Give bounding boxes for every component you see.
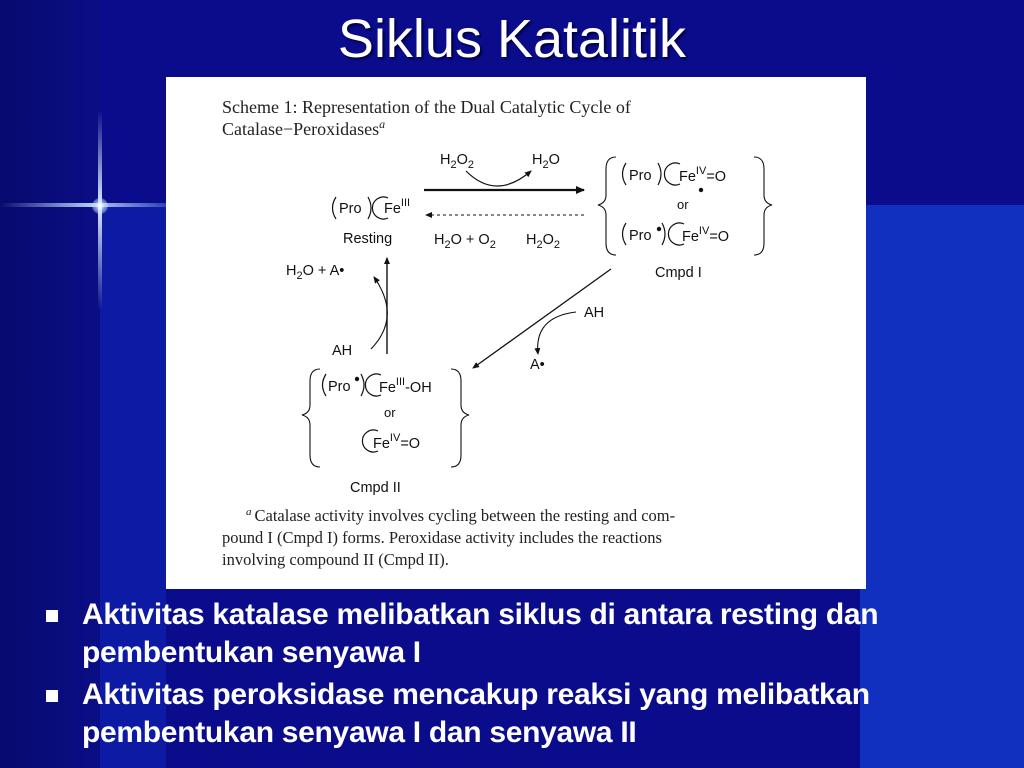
cmpd1-brace-left	[598, 157, 616, 255]
up-curved-arrow	[371, 277, 387, 349]
cmpd2-top-paren-mid	[361, 374, 364, 396]
cmpd2-top-fe: $Fe^{III}-OH$	[379, 376, 432, 396]
compound-i	[598, 157, 772, 281]
cmpd1-top-paren-left	[623, 163, 627, 185]
bullet-text-line2: pembentukan senyawa I dan senyawa II	[82, 716, 637, 749]
footnote-line1: $^a$ Catalase activity involves cycling between the resting and com-	[246, 506, 676, 525]
bullet-list	[44, 596, 1004, 756]
forward-in-h2o2: $H_2O_2$	[440, 152, 475, 171]
cmpd2-top-pro: Pro	[328, 379, 351, 395]
bullet-item	[44, 676, 1004, 752]
cmpd1-label: Cmpd I	[655, 265, 702, 281]
cmpd1-bottom-fe: $Fe^{IV}=O$	[682, 225, 730, 245]
scheme-caption-line2: Catalase−Peroxidases$^a$	[222, 117, 386, 139]
cmpd1-top-paren-mid	[658, 163, 661, 185]
up-ah: AH	[332, 343, 353, 359]
footnote-line2: pound I (Cmpd I) forms. Peroxidase activity includes the reactions	[222, 528, 662, 547]
reverse-h2o-o2: $H_2O + O_2$	[434, 232, 496, 251]
cmpd2-or: or	[384, 405, 396, 420]
cmpd1-bottom-paren-left	[623, 223, 627, 245]
cmpd1-top-heme-arc	[664, 163, 680, 185]
slide-title: Siklus Katalitik	[337, 9, 687, 69]
diagonal-ah: AH	[584, 305, 605, 321]
scheme-diagram	[166, 77, 866, 589]
footnote-line3: involving compound II (Cmpd II).	[222, 550, 449, 569]
diagonal-curved-arrow	[538, 312, 576, 354]
resting-label: Resting	[343, 231, 393, 247]
cmpd1-bottom-pro: Pro	[629, 228, 652, 244]
sparkle-core	[92, 198, 108, 214]
scheme-figure	[166, 77, 866, 589]
cmpd1-top-radical-dot	[699, 188, 703, 192]
up-h2o-a-radical: $H_2O$ + A•	[286, 263, 345, 282]
forward-out-h2o: $H_2O$	[532, 152, 560, 171]
bullet-text-line1: Aktivitas katalase melibatkan siklus di antara resting dan	[82, 598, 879, 631]
compound-ii	[302, 369, 469, 496]
cmpd1-top-fe: $Fe^{IV}=O$	[679, 165, 727, 185]
bullet-square-icon	[46, 610, 58, 622]
sparkle-horizontal-ray	[0, 203, 166, 207]
cmpd2-label: Cmpd II	[350, 480, 401, 496]
resting-paren-left	[333, 197, 337, 219]
reverse-h2o2: $H_2O_2$	[526, 232, 561, 251]
cmpd1-top-pro: Pro	[629, 168, 652, 184]
cmpd2-pro-radical-dot	[355, 377, 359, 381]
cmpd1-or: or	[677, 197, 689, 212]
cmpd2-brace-left	[302, 369, 320, 467]
cmpd2-top-paren-left	[323, 374, 327, 396]
forward-curved-arrow	[466, 171, 531, 186]
diagonal-a-radical: A•	[530, 357, 545, 373]
cmpd1-bottom-paren-mid	[662, 223, 665, 245]
resting-pro: Pro	[339, 201, 362, 217]
bullet-square-icon	[46, 690, 58, 702]
cmpd2-brace-right	[451, 369, 469, 467]
cmpd1-brace-right	[754, 157, 772, 255]
resting-paren-mid	[368, 197, 371, 219]
resting-fe: $Fe^{III}$	[384, 197, 411, 217]
bullet-text-line1: Aktivitas peroksidase mencakup reaksi yang melibatkan	[82, 678, 870, 711]
scheme-caption-line1: Scheme 1: Representation of the Dual Catalytic Cycle of	[222, 97, 631, 117]
cmpd1-pro-radical-dot	[657, 227, 661, 231]
bullet-item	[44, 596, 1004, 672]
resting-state	[333, 197, 411, 247]
cmpd2-bottom-fe: $Fe^{IV}=O$	[373, 432, 421, 452]
bullet-text-line2: pembentukan senyawa I	[82, 636, 421, 669]
